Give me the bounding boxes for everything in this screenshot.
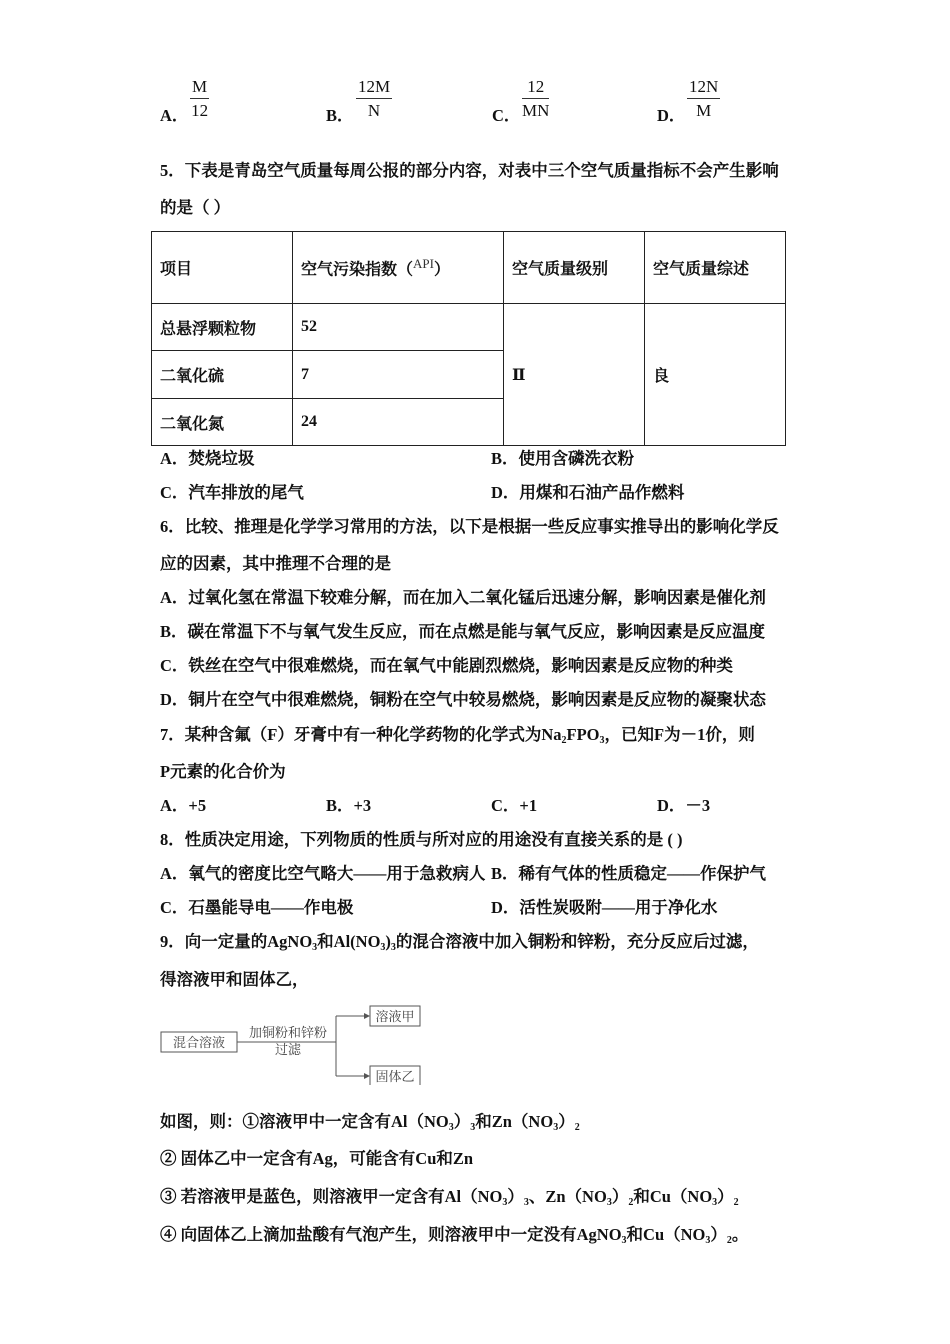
numerator: 12M — [356, 76, 392, 99]
text-segment: A．氧气的密度比空气略大——用于急救病人 — [160, 864, 486, 883]
denominator: MN — [522, 101, 550, 120]
text-segment: ） — [453, 1112, 471, 1131]
subscript: 3 — [523, 1197, 529, 1208]
subscript: 2 — [574, 1122, 580, 1133]
text-segment: 的混合溶液中加入铜粉和锌粉，充分反应后过滤， — [395, 932, 759, 951]
q5-optC-line — [160, 483, 304, 503]
q6-stem2-line — [160, 554, 391, 574]
option-fraction — [356, 76, 392, 123]
text-segment: A．焚烧垃圾 — [160, 449, 255, 468]
subscript: 3 — [312, 942, 318, 953]
numerator: 12N — [687, 76, 720, 99]
q5-optD-line — [491, 483, 684, 503]
header-api-close: ） — [433, 261, 450, 279]
q6-stem1-line — [160, 517, 779, 537]
arrow-label-bottom: 过滤 — [274, 1043, 302, 1058]
text-segment: ） — [611, 1187, 629, 1206]
text-segment: 和Cu（NO — [633, 1187, 713, 1206]
text-segment: 的是（ ） — [160, 198, 231, 217]
subscript: 3 — [606, 1197, 612, 1208]
subscript: 3 — [502, 1197, 508, 1208]
text-segment: 7．某种含氟（F）牙膏中有一种化学药物的化学式为Na — [160, 725, 562, 744]
q5-stem1-line — [160, 161, 779, 181]
text-segment: ④ 向固体乙上滴加盐酸有气泡产生，则溶液甲中一定没有AgNO — [160, 1225, 622, 1244]
text-segment: 应的因素，其中推理不合理的是 — [160, 554, 391, 573]
text-segment: A．过氧化氢在常温下较难分解，而在加入二氧化锰后迅速分解，影响因素是催化剂 — [160, 588, 766, 607]
q8-optD-line — [491, 898, 717, 918]
text-segment: D．铜片在空气中很难燃烧，铜粉在空气中较易燃烧，影响因素是反应物的凝聚状态 — [160, 690, 766, 709]
text-segment: C．+1 — [491, 796, 538, 815]
q9-s1-line — [160, 1112, 580, 1132]
subscript: 2 — [561, 735, 567, 746]
text-segment: C．石墨能导电——作电极 — [160, 898, 354, 917]
text-segment: C．铁丝在空气中很难燃烧，而在氧气中能剧烈燃烧，影响因素是反应物的种类 — [160, 656, 733, 675]
text-segment: D．活性炭吸附——用于净化水 — [491, 898, 718, 917]
text-segment: D．－3 — [657, 796, 711, 815]
q5-optA-line — [160, 449, 254, 469]
text-segment: ) — [385, 932, 391, 951]
header-api — [293, 232, 504, 304]
subscript: 2 — [628, 1197, 634, 1208]
q9-s2-line — [160, 1149, 473, 1169]
subscript: 3 — [712, 1197, 718, 1208]
denominator: M — [696, 101, 712, 120]
text-segment: B．稀有气体的性质稳定——作保护气 — [491, 864, 767, 883]
q7-optA-line — [160, 796, 206, 816]
option-label: B． — [326, 106, 354, 125]
text-segment: ） — [558, 1112, 575, 1131]
option-fraction — [190, 76, 209, 123]
arrowhead-icon — [364, 1073, 370, 1079]
text-segment: C．汽车排放的尾气 — [160, 483, 304, 502]
denominator: 12 — [191, 101, 209, 120]
text-segment: 6．比较、推理是化学学习常用的方法，以下是根据一些反应事实推导出的影响化学反 — [160, 517, 779, 536]
text-segment: ③ 若溶液甲是蓝色，则溶液甲一定含有Al（NO — [160, 1187, 503, 1206]
subscript: 3 — [599, 735, 605, 746]
q8-optA-line — [160, 864, 485, 884]
subscript: 3 — [621, 1235, 627, 1246]
flow-diagram — [158, 1000, 438, 1085]
q7-stem1-line — [160, 725, 755, 745]
subscript: 3 — [390, 942, 396, 953]
row-item: 总悬浮颗粒物 — [152, 304, 293, 351]
air-quality-summary: 良 — [645, 304, 786, 446]
text-segment: 如图，则：①溶液甲中一定含有Al（NO — [160, 1112, 449, 1131]
subscript: 3 — [705, 1235, 711, 1246]
text-segment: 得溶液甲和固体乙， — [160, 970, 309, 989]
numerator: M — [190, 76, 209, 99]
box-solid-b-label: 固体乙 — [375, 1070, 415, 1085]
box-mixed-solution-label: 混合溶液 — [172, 1036, 226, 1051]
row-value: 7 — [293, 351, 504, 399]
text-segment: ） — [507, 1187, 524, 1206]
text-segment: FPO — [566, 725, 600, 744]
q9-stem1-line — [160, 932, 759, 952]
text-segment: 5．下表是青岛空气质量每周公报的部分内容，对表中三个空气质量指标不会产生影响 — [160, 161, 779, 180]
text-segment: 、Zn（NO — [528, 1187, 607, 1206]
option-fraction — [687, 76, 720, 123]
denominator: N — [367, 101, 381, 120]
text-segment: 。 — [731, 1225, 749, 1244]
header-api-label: 空气污染指数（ — [301, 261, 414, 279]
subscript: 3 — [553, 1122, 559, 1133]
option-label: A． — [160, 106, 189, 125]
q8-optB-line — [491, 864, 766, 884]
q6-optC-line — [160, 656, 733, 676]
q8-stem-line — [160, 830, 683, 850]
row-item: 二氧化氮 — [152, 399, 293, 446]
header-level: 空气质量级别 — [504, 232, 645, 304]
text-segment: ） — [710, 1225, 727, 1244]
text-segment: 和Cu（NO — [626, 1225, 706, 1244]
text-segment: P元素的化合价为 — [160, 762, 286, 781]
subscript: 3 — [380, 942, 386, 953]
q8-optC-line — [160, 898, 353, 918]
subscript: 2 — [733, 1197, 739, 1208]
q5-optB-line — [491, 449, 634, 469]
option-label: D． — [657, 106, 686, 125]
q7-optC-line — [491, 796, 537, 816]
row-value: 52 — [293, 304, 504, 351]
row-value: 24 — [293, 399, 504, 446]
text-segment: B．使用含磷洗衣粉 — [491, 449, 635, 468]
q9-s4-line — [160, 1225, 748, 1245]
box-solution-a-label: 溶液甲 — [375, 1010, 415, 1025]
header-item: 项目 — [152, 232, 293, 304]
text-segment: A．+5 — [160, 796, 207, 815]
q9-s3-line — [160, 1187, 739, 1207]
text-segment: 9．向一定量的AgNO — [160, 932, 313, 951]
q9-stem2-line — [160, 970, 309, 990]
subscript: 3 — [470, 1122, 476, 1133]
subscript: 2 — [726, 1235, 732, 1246]
header-summary: 空气质量综述 — [645, 232, 786, 304]
text-segment: 和Al(NO — [317, 932, 381, 951]
q5-stem2-line — [160, 198, 230, 218]
option-fraction — [522, 76, 549, 123]
q6-optB-line — [160, 622, 765, 642]
text-segment: 和Zn（NO — [475, 1112, 554, 1131]
numerator: 12 — [522, 76, 549, 99]
table-row — [152, 304, 786, 351]
text-segment: ） — [717, 1187, 734, 1206]
text-segment: B．+3 — [326, 796, 372, 815]
air-quality-level: Ⅱ — [504, 304, 645, 446]
q7-optB-line — [326, 796, 371, 816]
text-segment: 8．性质决定用途，下列物质的性质与所对应的用途没有直接关系的是 ( ) — [160, 830, 683, 849]
option-label: C． — [492, 106, 521, 125]
text-segment: B．碳在常温下不与氧气发生反应，而在点燃是能与氧气反应，影响因素是反应温度 — [160, 622, 766, 641]
text-segment: D．用煤和石油产品作燃料 — [491, 483, 685, 502]
arrowhead-icon — [364, 1013, 370, 1019]
q6-optA-line — [160, 588, 766, 608]
arrow-label-top: 加铜粉和锌粉 — [248, 1026, 328, 1041]
q7-optD-line — [657, 796, 710, 816]
row-item: 二氧化硫 — [152, 351, 293, 399]
subscript: 3 — [448, 1122, 454, 1133]
q6-optD-line — [160, 690, 766, 710]
text-segment: ，已知F为－1价，则 — [604, 725, 755, 744]
q7-stem2-line — [160, 762, 286, 782]
text-segment: ② 固体乙中一定含有Ag，可能含有Cu和Zn — [160, 1149, 474, 1168]
air-quality-table — [151, 231, 786, 446]
header-api-abbr: API — [413, 255, 434, 271]
